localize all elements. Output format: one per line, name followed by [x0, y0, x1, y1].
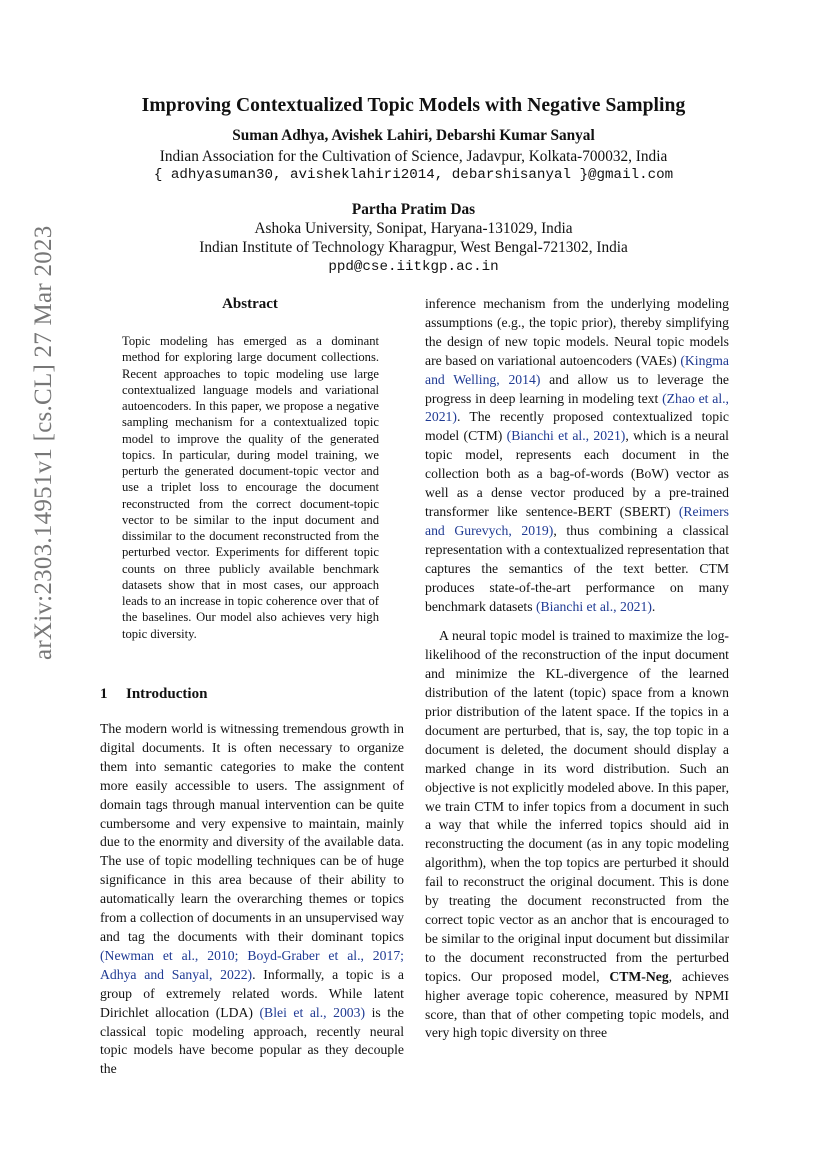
- citation-link[interactable]: (Reimers and Gurevych, 2019): [425, 503, 729, 538]
- paper-title: Improving Contextualized Topic Models with Negative Sampling: [141, 95, 686, 116]
- text-run: . The recently proposed contextualized topic model (CTM): [425, 409, 729, 444]
- text-run: , thus combining a classical representation with a contextualized representation that captures the semantics of the text better. CTM produces state-of-the-art performance on many benchmark datasets: [425, 522, 729, 614]
- intro-paragraph-1-cont: [425, 295, 729, 616]
- email-1: { adhyasuman30, avisheklahiri2014, debarshisanyal }@gmail.com: [153, 167, 674, 183]
- citation-link[interactable]: (Newman et al., 2010; Boyd-Graber et al., 2017; Adhya and Sanyal, 2022): [100, 947, 404, 982]
- text-run: . Informally, a topic is a group of extremely related words. While latent Dirichlet allocation (LDA): [100, 966, 404, 1020]
- text-run: .: [651, 598, 656, 614]
- section-title: Introduction: [126, 686, 208, 702]
- text-run: and allow us to leverage the progress in deep learning in modeling text: [425, 371, 729, 406]
- intro-paragraph-1: [100, 720, 404, 1079]
- abstract-body: Topic modeling has emerged as a dominant method for exploring large document collections. Recent approaches to topic modeling use large contextualized language models and variational autoencoders. In this paper, we propose a negative sampling mechanism for a contextualized topic model to improve the quality of the generated topics. In particular, during model training, we perturb the generated document-topic vector and use a triplet loss to encourage the document reconstructed from the correct document-topic vector to be similar to the input document and dissimilar to the document reconstructed from the perturbed vector. Experiments for different topic counts on three publicly available benchmark datasets show that in most cases, our approach leads to an increase in topic coherence over that of the baselines. Our model also achieves very high topic diversity.: [122, 334, 379, 641]
- citation-link[interactable]: (Bianchi et al., 2021): [506, 428, 626, 444]
- text-run: inference mechanism from the underlying modeling assumptions (e.g., the topic prior), thereby simplifying the design of new topic models. Neural topic models are based on variational autoencoders (VAEs): [425, 296, 729, 368]
- citation-link[interactable]: (Zhao et al., 2021): [425, 390, 729, 425]
- citation-link[interactable]: (Blei et al., 2003): [259, 1004, 366, 1020]
- author-list-1: Suman Adhya, Avishek Lahiri, Debarshi Kumar Sanyal: [232, 127, 595, 144]
- text-run: , achieves higher average topic coherence, measured by NPMI score, than that of other competing topic models, and very high topic diversity on three: [425, 968, 729, 1041]
- citation-link[interactable]: (Bianchi et al., 2021): [535, 598, 652, 614]
- email-2: ppd@cse.iitkgp.ac.in: [328, 259, 499, 275]
- model-name: CTM-Neg: [609, 968, 669, 984]
- section-number: 1: [100, 686, 108, 702]
- intro-right-column: [425, 295, 729, 1043]
- affiliation-1: Indian Association for the Cultivation of Science, Jadavpur, Kolkata-700032, India: [159, 148, 668, 165]
- arxiv-stamp: [22, 225, 62, 662]
- intro-paragraph-2: [425, 627, 729, 1043]
- affiliation-2a: Ashoka University, Sonipat, Haryana-131029, India: [254, 220, 573, 237]
- text-run: A neural topic model is trained to maximize the log-likelihood of the reconstruction of the input document and minimize the KL-divergence of the learned distribution of the latent (topic) space from a known prior distribution of the latent space. If the topics in a document are perturbed, that is, say, the top topic in a document is deleted, the document should display a marked change in its word distribution. Such an objective is not explicitly modeled above. In this paper, we train CTM to infer topics from a document in such a way that while the inferred topics should aid in reconstructing the document (as in any topic modeling algorithm), when the top topics are perturbed it should fail to reconstruct the original document. This is done by treating the document reconstructed from the correct topic vector as an anchor that is encouraged to be similar to the original input document but dissimilar to the document reconstructed from the perturbed topics. Our proposed model,: [425, 628, 729, 984]
- arxiv-stamp-text: arXiv:2303.14951v1 [cs.CL] 27 Mar 2023: [30, 225, 57, 660]
- text-run: The modern world is witnessing tremendous growth in digital documents. It is often necessary to organize them into semantic categories to make the content more easily accessible to users. The assignment of domain tags through manual intervention can be quite cumbersome and very expensive to maintain, mainly due to the enormity and diversity of the available data. The use of topic modelling techniques can be of huge significance in this area because of their ability to automatically learn the overarching themes or topics from a collection of documents in an unsupervised way and tag the documents with their dominant topics: [100, 721, 404, 944]
- section-heading: [100, 686, 207, 703]
- text-run: is the classical topic modeling approach, recently neural topic models have become popular as they decouple the: [100, 1004, 404, 1077]
- author-list-2: Partha Pratim Das: [351, 201, 476, 218]
- abstract-heading: Abstract: [222, 296, 278, 312]
- affiliation-2b: Indian Institute of Technology Kharagpur, West Bengal-721302, India: [199, 239, 628, 256]
- intro-left-column: [100, 720, 404, 1079]
- citation-link[interactable]: (Kingma and Welling, 2014): [425, 352, 729, 387]
- text-run: , which is a neural topic model, represents each document in the collection both as a bag-of-words (BoW) vector as well as a dense vector produced by a pre-trained transformer like sentence-BERT (SBERT): [425, 428, 729, 519]
